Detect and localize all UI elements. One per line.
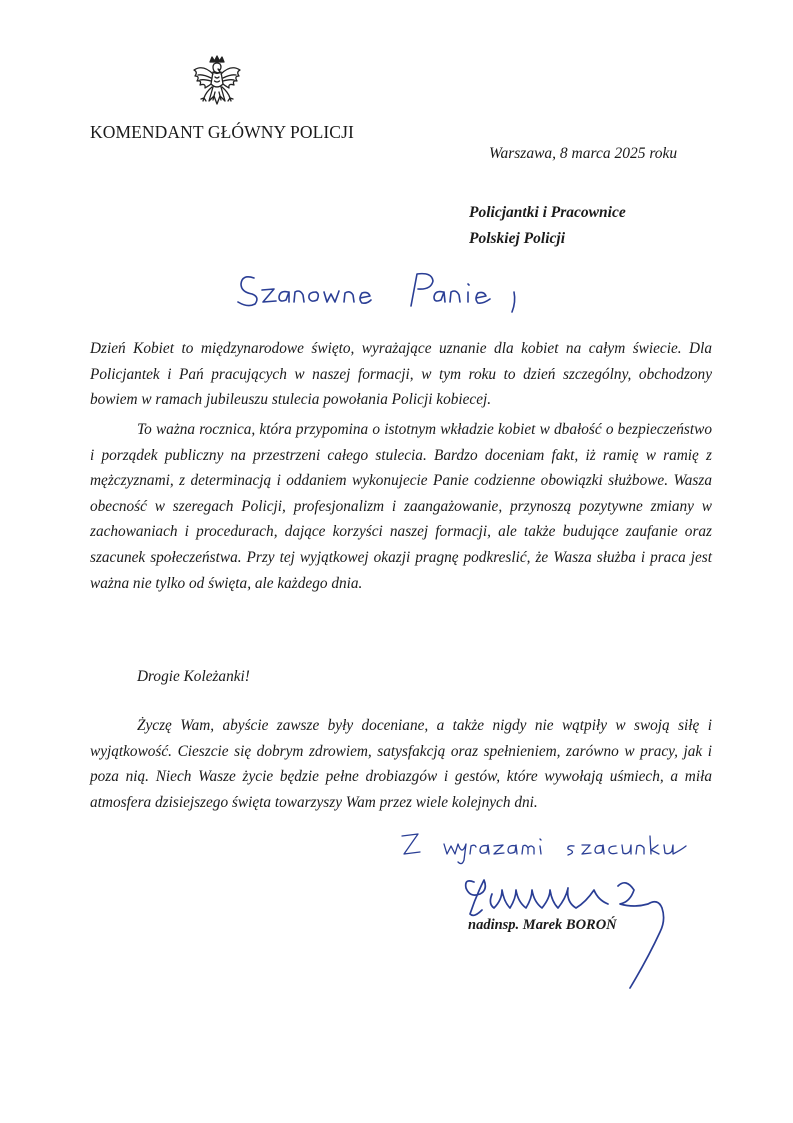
paragraph-1-text: Dzień Kobiet to międzynarodowe święto, wyrażające uznanie dla kobiet na całym świecie. Dla Policjantek i Pań pracujących w naszej formacji, w tym roku to dzień szczególny, obchodzony bowiem w ramach jubileuszu stulecia powołania Policji kobiecej. [90,340,712,409]
greeting [137,664,250,690]
handwritten-salutation [228,262,538,322]
greeting-text: Drogie Koleżanki! [137,668,250,685]
handwritten-closing [396,826,726,872]
paragraph-4 [90,713,712,815]
signatory-name: nadinsp. Marek BOROŃ [468,917,617,933]
paragraph-4-text: Życzę Wam, abyście zawsze były doceniane, a także nigdy nie wątpiły w swoją siłę i wyjątkowość. Cieszcie się dobrym zdrowiem, satysfakcją oraz spełnieniem, zarówno w pracy, jak i poza nią. Niech Wasze życie będzie pełne drobiazgów i gestów, które wywołają uśmiech, a miła atmosfera dzisiejszego święta towarzyszy Wam przez wiele kolejnych dni. [90,717,712,811]
paragraph-2 [90,417,712,596]
polish-eagle-emblem-icon [189,54,245,116]
place-date: Warszawa, 8 marca 2025 roku [489,145,678,162]
recipient-line-2: Polskiej Policji [469,230,565,247]
handwritten-signature [458,868,688,1008]
institution-header: KOMENDANT GŁÓWNY POLICJI [90,122,354,142]
recipient-line-1: Policjantki i Pracownice [469,204,626,221]
paragraph-2-text: To ważna rocznica, która przypomina o istotnym wkładzie kobiet w dbałość o bezpieczeństwo i porządek publiczny na przestrzeni całego stulecia. Bardzo doceniam fakt, iż ramię w ramię z mężczyznami, z determinacją i oddaniem wykonujecie Panie codzienne obowiązki służbowe. Wasza obecność w szeregach Policji, profesjonalizm i zaangażowanie, przynoszą pozytywne zmiany w zachowaniach i procedurach, dające korzyści naszej formacji, ale także budujące zaufanie oraz szacunek społeczeństwa. Przy tej wyjątkowej okazji pragnę podkreslić, że Wasza służba i praca jest ważna nie tylko od święta, ale każdego dnia. [90,421,712,592]
paragraph-1 [90,336,712,413]
recipient-block [469,200,626,252]
